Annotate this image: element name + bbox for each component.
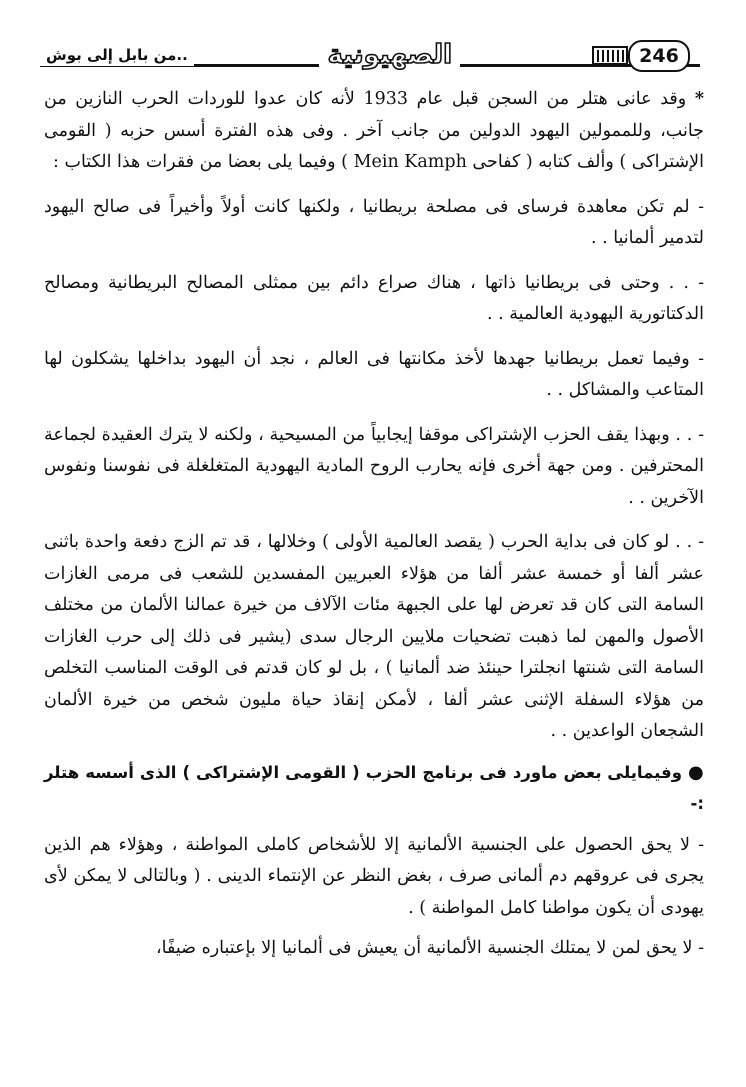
intro-paragraph [44, 84, 704, 179]
quote-paragraph: - . . وحتى فى بريطانيا ذاتها ، هناك صراع دائم بين ممثلى المصالح البريطانية ومصالح الدكتاتورية اليهودية العالمية . . [44, 272, 704, 324]
program-item: - لا يحق لمن لا يمتلك الجنسية الألمانية أن يعيش فى ألمانيا إلا بإعتباره ضيفًا، [156, 938, 704, 958]
quote-paragraph: - وفيما تعمل بريطانيا جهدها لأخذ مكانتها فى العالم ، نجد أن اليهود بداخلها يشكلون لها المتاعب والمشاكل . . [44, 348, 704, 400]
page-body [44, 84, 704, 965]
quote-paragraph: - . . وبهذا يقف الحزب الإشتراكى موقفا إيجابياً من المسيحية ، ولكنه لا يترك العقيدة لجماعة المحترفين . ومن جهة أخرى فإنه يحارب الروح المادية اليهودية المتغلغلة فى نفوسنا ونفوس الآخرين . . [44, 424, 704, 508]
chapter-title: ..من بابل إلى بوش [40, 44, 194, 66]
page-header [40, 38, 700, 74]
program-heading-text: وفيمايلى بعض ماورد فى برنامج الحزب ( القومى الإشتراكى ) الذى أسسه هتلر :- [44, 762, 704, 813]
star-marker: * [694, 89, 704, 109]
program-heading [44, 757, 704, 820]
series-title: الصهيونية [319, 38, 460, 72]
quote-paragraph: - لم تكن معاهدة فرساى فى مصلحة بريطانيا ، ولكنها كانت أولاً وأخيراً فى صالح اليهود لتدمير ألمانيا . . [44, 196, 704, 248]
page-number: 246 [628, 40, 690, 72]
intro-text: وقد عانى هتلر من السجن قبل عام 1933 لأنه كان عدوا للوردات الحرب النازين من جانب، وللممولين اليهود الدولين من جانب آخر . وفى هذه الفترة أسس حزبه ( القومى الإشتراكى ) وألف كتابه ( كفاحى Mein Kamph ) وفيما يلى بعضا من فقرات هذا الكتاب : [44, 89, 704, 172]
book-icon [592, 44, 628, 66]
program-item: - لا يحق الحصول على الجنسية الألمانية إلا للأشخاص كاملى المواطنة ، وهؤلاء هم الذين يجرى فى عروقهم دم ألمانى صرف ، بغض النظر عن الإنتماء الدينى . ( وبالتالى لا يمكن لأى يهودى أن يكون مواطنا كامل المواطنة ) . [44, 834, 704, 918]
bullet-marker: ● [688, 761, 704, 783]
quote-paragraph: - . . لو كان فى بداية الحرب ( يقصد العالمية الأولى ) وخلالها ، قد تم الزج دفعة واحدة باثنى عشر ألفا أو خمسة عشر ألفا من هؤلاء العبريين المفسدين للشعب فى مرمى الغازات السامة التى كان قد تعرض لها على الجبهة مئات الآلاف من خيرة عمالنا الألمان من مختلف الأصول والمهن لما ذهبت تضحيات ملايين الرجال سدى (يشير فى ذلك إلى حرب الغازات السامة التى شنتها انجلترا حينئذ ضد ألمانيا ) ، بل لو كان قدتم فى الوقت المناسب التخلص من هؤلاء السفلة الإثنى عشر ألفا ، لأمكن إنقاذ حياة مليون شخص من خيرة الألمان الشجعان الواعدين . . [44, 532, 704, 741]
